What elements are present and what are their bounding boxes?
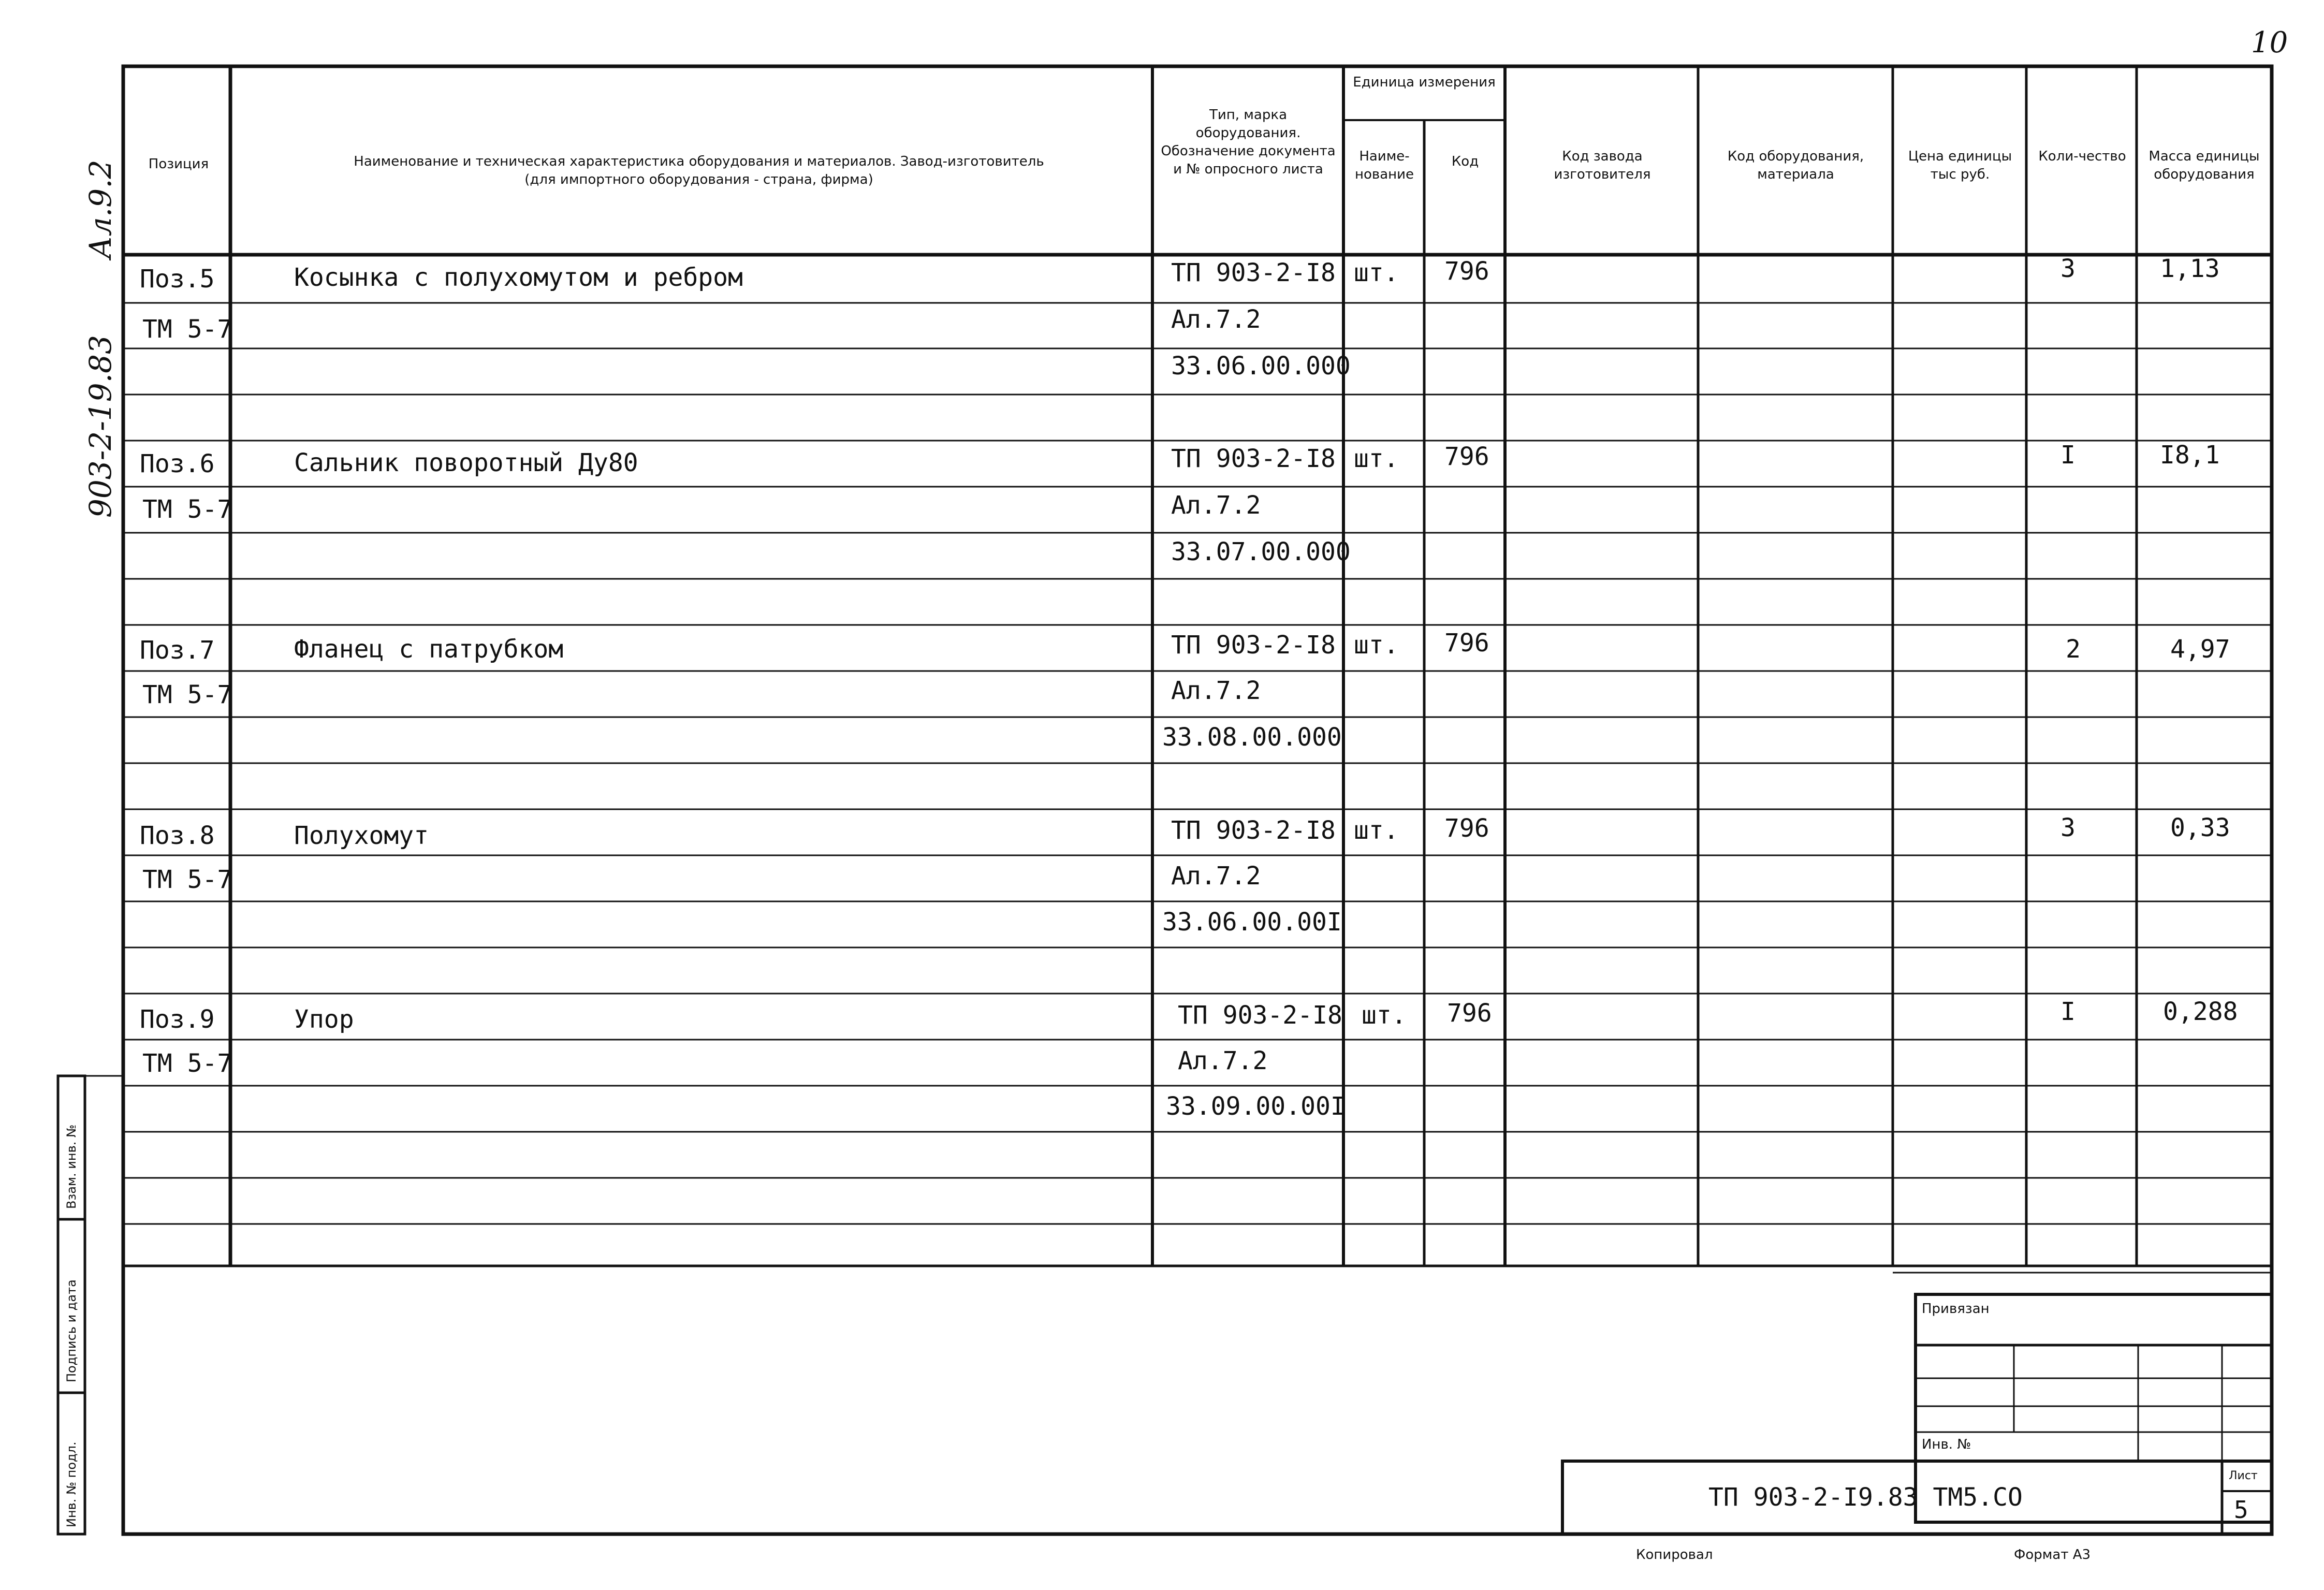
document-code: ТП 903-2-I9.83 ТМ5.СО — [1708, 1483, 2023, 1512]
item-position: Поз.5 — [140, 265, 215, 294]
item-quantity: 3 — [2060, 254, 2075, 283]
item-unit-code: 796 — [1444, 442, 1489, 471]
header-type: Тип, марка оборудования. Обозначение документа и № опросного листа — [1161, 107, 1336, 178]
item-type-line2: Ал.7.2 — [1171, 491, 1261, 520]
item-type-line2: Ал.7.2 — [1171, 676, 1261, 705]
project-reference: 903-2-19.83 — [83, 335, 118, 518]
header-unit-group: Единица измерения — [1353, 75, 1496, 90]
item-quantity: I — [2060, 997, 2075, 1026]
item-type-line1: ТП 903-2-I8 — [1171, 631, 1336, 660]
item-position: Поз.9 — [140, 1005, 215, 1034]
item-reference: ТМ 5-7 — [142, 315, 232, 344]
item-mass: 4,97 — [2170, 635, 2230, 664]
item-type-line1: ТП 903-2-I8 — [1178, 1001, 1342, 1030]
item-quantity: I — [2060, 441, 2075, 470]
stamp-signature-date: Подпись и дата — [64, 1279, 79, 1382]
item-position: Поз.7 — [140, 636, 215, 665]
item-unit-code: 796 — [1444, 814, 1489, 843]
item-reference: ТМ 5-7 — [142, 865, 232, 894]
item-name: Фланец с патрубком — [294, 635, 564, 664]
album-reference: Ал.9.2 — [83, 159, 118, 259]
item-mass: 1,13 — [2160, 254, 2220, 283]
item-name: Сальник поворотный Ду80 — [294, 448, 638, 477]
item-mass: I8,1 — [2160, 441, 2220, 470]
header-position: Позиция — [148, 156, 209, 172]
item-reference: ТМ 5-7 — [142, 495, 232, 524]
item-type-line1: ТП 903-2-I8 — [1171, 816, 1336, 845]
header-mass: Масса единицы оборудования — [2148, 149, 2260, 183]
item-mass: 0,288 — [2163, 997, 2238, 1026]
item-name: Упор — [294, 1005, 354, 1034]
item-reference: ТМ 5-7 — [142, 680, 232, 709]
item-reference: ТМ 5-7 — [142, 1049, 232, 1078]
page-number: 10 — [2251, 26, 2288, 60]
item-type-line3: 33.06.00.00I — [1162, 908, 1342, 937]
item-unit-code: 796 — [1444, 257, 1489, 286]
copied-label: Копировал — [1636, 1547, 1713, 1563]
item-unit: шт. — [1354, 816, 1399, 845]
stamp-inv-vzam: Взам. инв. № — [64, 1125, 79, 1209]
header-equipment-code: Код оборудования, материала — [1727, 149, 1864, 183]
item-mass: 0,33 — [2170, 813, 2230, 842]
sheet-label: Лист — [2229, 1469, 2258, 1482]
header-factory-code: Код завода изготовителя — [1554, 149, 1651, 183]
item-unit: шт. — [1362, 1001, 1407, 1030]
stamp-inv-podl: Инв. № подл. — [64, 1441, 79, 1527]
item-unit-code: 796 — [1447, 999, 1492, 1028]
format-label: Формат А3 — [2014, 1547, 2091, 1563]
item-type-line2: Ал.7.2 — [1171, 305, 1261, 334]
item-unit-code: 796 — [1444, 629, 1489, 658]
item-unit: шт. — [1354, 631, 1399, 660]
item-position: Поз.6 — [140, 449, 215, 478]
item-type-line3: 33.08.00.000 — [1162, 723, 1342, 752]
sheet-number: 5 — [2234, 1496, 2248, 1524]
item-unit: шт. — [1354, 258, 1399, 287]
header-unit-name: Наиме-нование — [1354, 149, 1414, 183]
item-name: Косынка с полухомутом и ребром — [294, 263, 743, 292]
header-quantity: Коли-чество — [2038, 149, 2126, 164]
item-unit: шт. — [1354, 444, 1399, 473]
item-type-line3: 33.06.00.000 — [1171, 352, 1351, 381]
header-name: Наименование и техническая характеристика оборудования и материалов. Завод-изготовитель (для импортного оборудования - страна, фирма) — [354, 154, 1044, 188]
item-type-line2: Ал.7.2 — [1171, 862, 1261, 891]
item-type-line1: ТП 903-2-I8 — [1171, 258, 1336, 287]
item-position: Поз.8 — [140, 821, 215, 850]
item-name: Полухомут — [294, 821, 429, 850]
item-quantity: 2 — [2066, 635, 2081, 664]
inv-no-label: Инв. № — [1922, 1437, 1971, 1452]
item-quantity: 3 — [2060, 813, 2075, 842]
privyazan-label: Привязан — [1922, 1301, 1990, 1317]
item-type-line3: 33.07.00.000 — [1171, 537, 1351, 566]
header-unit-code: Код — [1451, 154, 1479, 169]
item-type-line1: ТП 903-2-I8 — [1171, 444, 1336, 473]
item-type-line3: 33.09.00.00I — [1166, 1092, 1346, 1121]
header-price: Цена единицы тыс руб. — [1908, 149, 2012, 183]
item-type-line2: Ал.7.2 — [1178, 1046, 1268, 1075]
